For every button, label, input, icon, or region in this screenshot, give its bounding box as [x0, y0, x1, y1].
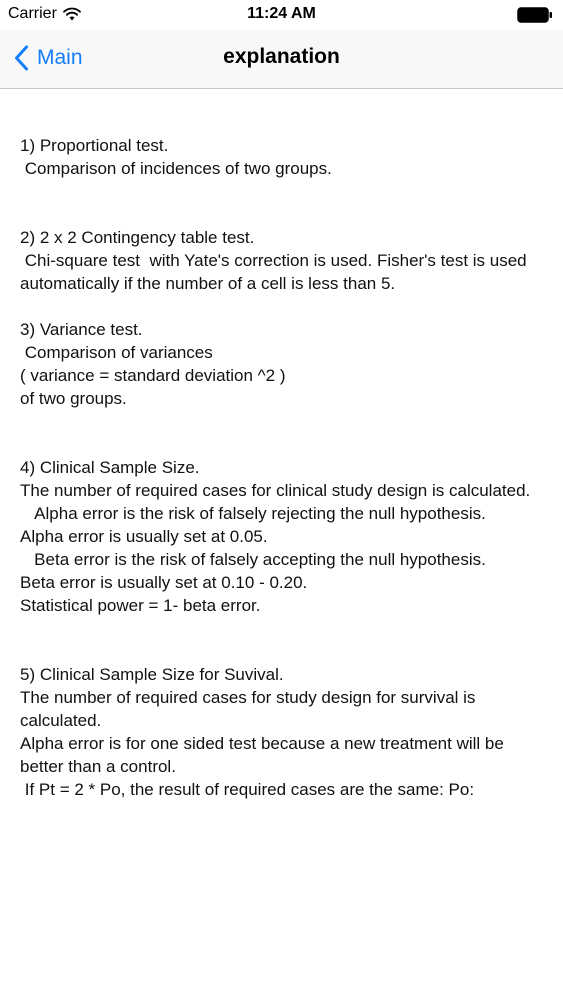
carrier-name: Carrier [8, 5, 57, 22]
status-time: 11:24 AM [247, 5, 316, 22]
status-bar [0, 0, 563, 30]
back-button-label: Main [37, 46, 83, 69]
explanation-text-view[interactable] [0, 89, 563, 815]
explanation-text: 1) Proportional test. Comparison of incidences of two groups. 2) 2 x 2 Contingency table test. Chi-square test with Yate's correction is used. Fisher's test is used automatically if the number of a cell is less than 5. 3) Variance test. Comparison of variances ( variance = standard deviation ^2 ) of two groups. 4) Clinical Sample Size. The number of required cases for clinical study design is calculated. Alpha error is the risk of falsely rejecting the null hypothesis. Alpha error is usually set at 0.05. Beta error is the risk of falsely accepting the null hypothesis. Beta error is usually set at 0.10 - 0.20. Statistical power = 1- beta error. 5) Clinical Sample Size for Suvival. The number of required cases for study design for survival is calculated. Alpha error is for one sided test because a new treatment will be better than a control. If Pt = 2 * Po, the result of required cases are the same: Po: [20, 136, 531, 799]
navigation-bar [0, 30, 563, 89]
battery-icon [517, 7, 553, 23]
page-title: explanation [223, 45, 340, 68]
